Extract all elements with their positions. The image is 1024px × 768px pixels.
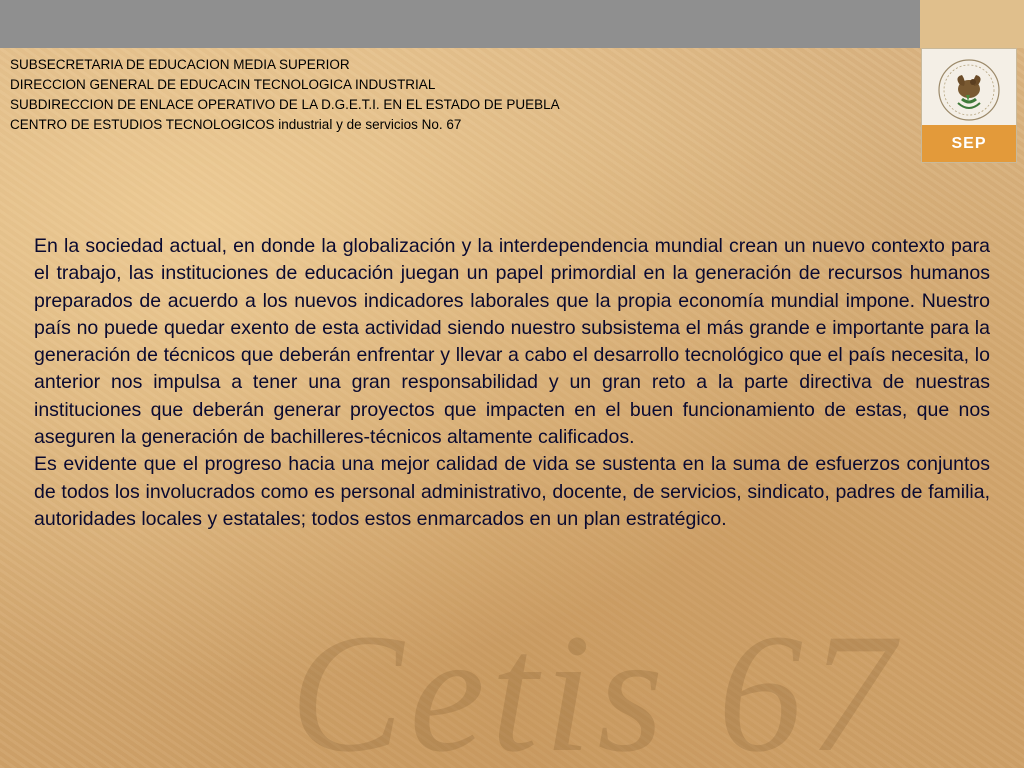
top-gray-bar	[0, 0, 920, 48]
watermark-text: Cetis 67	[290, 599, 900, 768]
header-line-1: SUBSECRETARIA DE EDUCACION MEDIA SUPERIOR	[10, 57, 350, 72]
main-text	[34, 233, 990, 533]
header-line-3: SUBDIRECCION DE ENLACE OPERATIVO DE LA D.G.E.T.I. EN EL ESTADO DE PUEBLA	[10, 97, 560, 112]
cetis-watermark	[280, 590, 1000, 768]
institution-header	[10, 55, 560, 135]
sep-logo	[921, 48, 1017, 163]
top-right-strip	[920, 0, 1024, 48]
paragraph-2: Es evidente que el progreso hacia una mejor calidad de vida se sustenta en la suma de esfuerzos conjuntos de todos los involucrados como es personal administrativo, docente, de servicios, sindicato, padres de familia, autoridades locales y estatales; todos estos enmarcados en un plan estratégico.	[34, 453, 990, 530]
paragraph-1: En la sociedad actual, en donde la globalización y la interdependencia mundial crean un nuevo contexto para el trabajo, las instituciones de educación juegan un papel primordial en la generación de recursos humanos preparados de acuerdo a los nuevos indicadores laborales que la propia economía mundial impone. Nuestro país no puede quedar exento de esta actividad siendo nuestro subsistema el más grande e importante para la generación de técnicos que deberán enfrentar y llevar a cabo el desarrollo tecnológico que el país necesita, lo anterior nos impulsa a tener una gran responsabilidad y un gran reto a la parte directiva de nuestras instituciones que deberán generar proyectos que impacten en el buen funcionamiento de estas, que nos aseguren la generación de bachilleres-técnicos altamente calificados.	[34, 235, 990, 449]
header-line-4: CENTRO DE ESTUDIOS TECNOLOGICOS industrial y de servicios No. 67	[10, 117, 462, 132]
mexican-coat-of-arms-icon	[932, 55, 1006, 125]
sep-label: SEP	[922, 125, 1016, 162]
header-line-2: DIRECCION GENERAL DE EDUCACIN TECNOLOGICA INDUSTRIAL	[10, 77, 436, 92]
